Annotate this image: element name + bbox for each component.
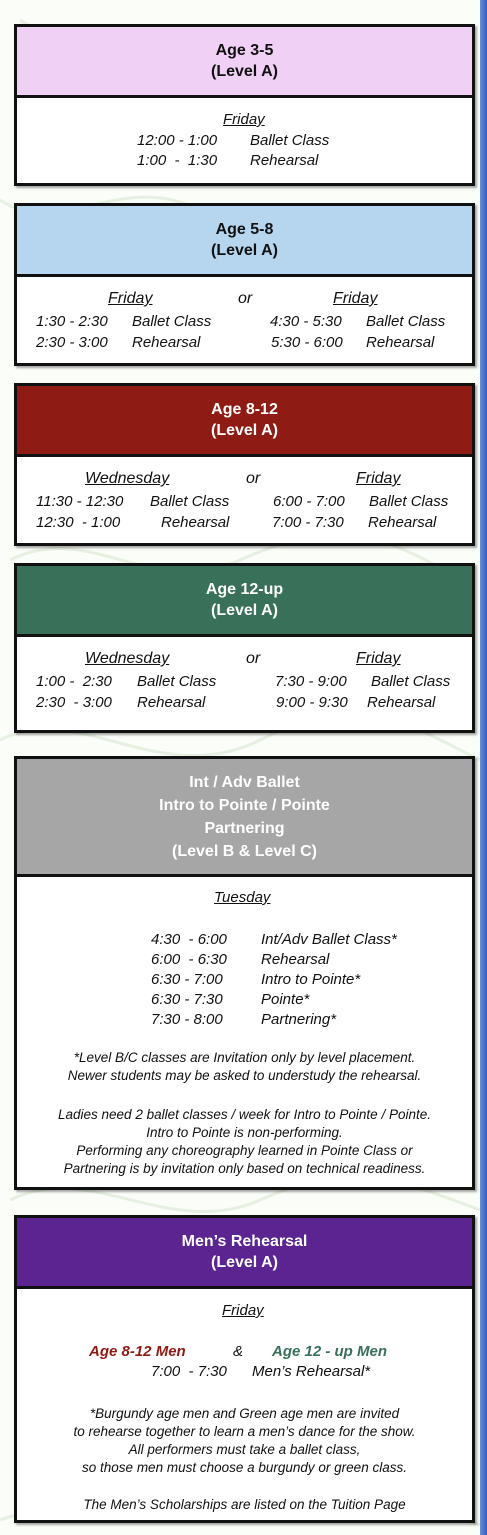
- activity: Partnering*: [261, 1011, 337, 1028]
- note-line: so those men must choose a burgundy or green class.: [82, 1460, 407, 1475]
- card-level: (Level A): [211, 1254, 278, 1271]
- day-label: Friday: [222, 1302, 264, 1319]
- time-slot: 5:30 - 6:00: [271, 334, 343, 351]
- activity: Rehearsal: [161, 514, 230, 531]
- schedule-card-int-adv-ballet: [14, 756, 475, 1190]
- card-header: [17, 759, 472, 877]
- time-slot: 2:30 - 3:00: [36, 694, 112, 711]
- time-slot: 6:30 - 7:30: [151, 991, 223, 1008]
- activity: Rehearsal: [366, 334, 435, 351]
- card-title: Age 5-8: [215, 221, 274, 238]
- card-header: [17, 566, 472, 637]
- time-slot: 4:30 - 5:30: [270, 313, 342, 330]
- note-line: *Level B/C classes are Invitation only by level placement.: [73, 1050, 416, 1065]
- or-label: or: [246, 650, 261, 667]
- note-line: Intro to Pointe is non-performing.: [146, 1125, 343, 1140]
- time-slot: 11:30 - 12:30: [36, 493, 124, 510]
- time-slot: 12:00 - 1:00: [137, 132, 218, 149]
- time-slot: 1:00 - 1:30: [137, 152, 218, 169]
- card-header: [17, 27, 472, 98]
- group-burgundy-label: Age 8-12 Men: [89, 1343, 186, 1360]
- activity: Rehearsal: [367, 694, 436, 711]
- card-body: [17, 1289, 472, 1520]
- note-line: Newer students may be asked to understudy the rehearsal.: [67, 1068, 422, 1083]
- day-label-right: Friday: [333, 290, 378, 307]
- day-label-left: Friday: [108, 290, 153, 307]
- card-level: (Level B & Level C): [172, 842, 317, 860]
- note-line: Ladies need 2 ballet classes / week for Intro to Pointe / Pointe.: [58, 1107, 431, 1122]
- day-label-right: Friday: [356, 470, 401, 487]
- time-slot: 12:30 - 1:00: [36, 514, 121, 531]
- day-label-left: Wednesday: [85, 650, 170, 667]
- activity: Ballet Class: [366, 313, 446, 330]
- activity: Ballet Class: [371, 673, 451, 690]
- day-label-left: Wednesday: [85, 470, 170, 487]
- card-level: (Level A): [211, 63, 278, 80]
- or-label: or: [246, 470, 261, 487]
- time-slot: 6:30 - 7:00: [151, 971, 223, 988]
- time-slot: 7:30 - 8:00: [151, 1011, 223, 1028]
- note-line: to rehearse together to learn a men’s dance for the show.: [73, 1424, 416, 1439]
- activity: Rehearsal: [261, 951, 330, 968]
- card-level: (Level A): [211, 242, 278, 259]
- card-title: Age 3-5: [215, 42, 274, 59]
- card-header: [17, 206, 472, 277]
- note-line: Partnering is by invitation only based on technical readiness.: [63, 1161, 426, 1176]
- card-body: [17, 98, 472, 183]
- activity: Rehearsal: [137, 694, 206, 711]
- card-title: Age 8-12: [211, 401, 278, 418]
- schedule-card-mens-rehearsal: [14, 1215, 475, 1523]
- activity: Int/Adv Ballet Class*: [261, 931, 397, 948]
- activity: Ballet Class: [369, 493, 449, 510]
- activity: Ballet Class: [132, 313, 212, 330]
- card-body: [17, 877, 472, 1187]
- card-title: Int / Adv Ballet: [189, 773, 300, 791]
- schedule-card-age-5-8: [14, 203, 475, 366]
- time-slot: 6:00 - 6:30: [151, 951, 227, 968]
- activity: Rehearsal: [250, 152, 319, 169]
- group-green-label: Age 12 - up Men: [272, 1343, 388, 1360]
- time-slot: 9:00 - 9:30: [276, 694, 348, 711]
- card-level: (Level A): [211, 602, 278, 619]
- activity: Men’s Rehearsal*: [252, 1363, 371, 1380]
- activity: Ballet Class: [137, 673, 217, 690]
- time-slot: 4:30 - 6:00: [151, 931, 227, 948]
- page-scrollbar-edge: [480, 0, 487, 1535]
- note-line: All performers must take a ballet class,: [128, 1442, 361, 1457]
- card-title: Men’s Rehearsal: [181, 1233, 308, 1250]
- card-body: [17, 637, 472, 730]
- or-label: or: [238, 290, 253, 307]
- time-slot: 7:00 - 7:30: [151, 1363, 227, 1380]
- day-label: Tuesday: [214, 889, 271, 906]
- card-header: [17, 386, 472, 457]
- card-body: [17, 277, 472, 363]
- card-title: Partnering: [204, 819, 285, 837]
- activity: Rehearsal: [368, 514, 437, 531]
- activity: Pointe*: [261, 991, 310, 1008]
- card-title: Age 12-up: [205, 581, 284, 598]
- schedule-card-age-3-5: [14, 24, 475, 186]
- note-line: Performing any choreography learned in Pointe Class or: [76, 1143, 413, 1158]
- time-slot: 6:00 - 7:00: [273, 493, 345, 510]
- activity: Ballet Class: [250, 132, 330, 149]
- card-title: Intro to Pointe / Pointe: [159, 796, 330, 814]
- card-level: (Level A): [211, 422, 278, 439]
- time-slot: 1:00 - 2:30: [36, 673, 112, 690]
- card-header: [17, 1218, 472, 1289]
- note-line: The Men’s Scholarships are listed on the Tuition Page: [83, 1497, 406, 1512]
- time-slot: 2:30 - 3:00: [36, 334, 108, 351]
- activity: Rehearsal: [132, 334, 201, 351]
- schedule-card-age-12-up: [14, 563, 475, 733]
- day-label-right: Friday: [356, 650, 401, 667]
- schedule-card-age-8-12: [14, 383, 475, 546]
- ampersand: &: [233, 1343, 244, 1360]
- activity: Intro to Pointe*: [261, 971, 361, 988]
- time-slot: 7:00 - 7:30: [272, 514, 344, 531]
- note-line: *Burgundy age men and Green age men are invited: [89, 1406, 400, 1421]
- time-slot: 7:30 - 9:00: [275, 673, 347, 690]
- day-label: Friday: [223, 111, 265, 128]
- activity: Ballet Class: [150, 493, 230, 510]
- card-body: [17, 457, 472, 543]
- time-slot: 1:30 - 2:30: [36, 313, 108, 330]
